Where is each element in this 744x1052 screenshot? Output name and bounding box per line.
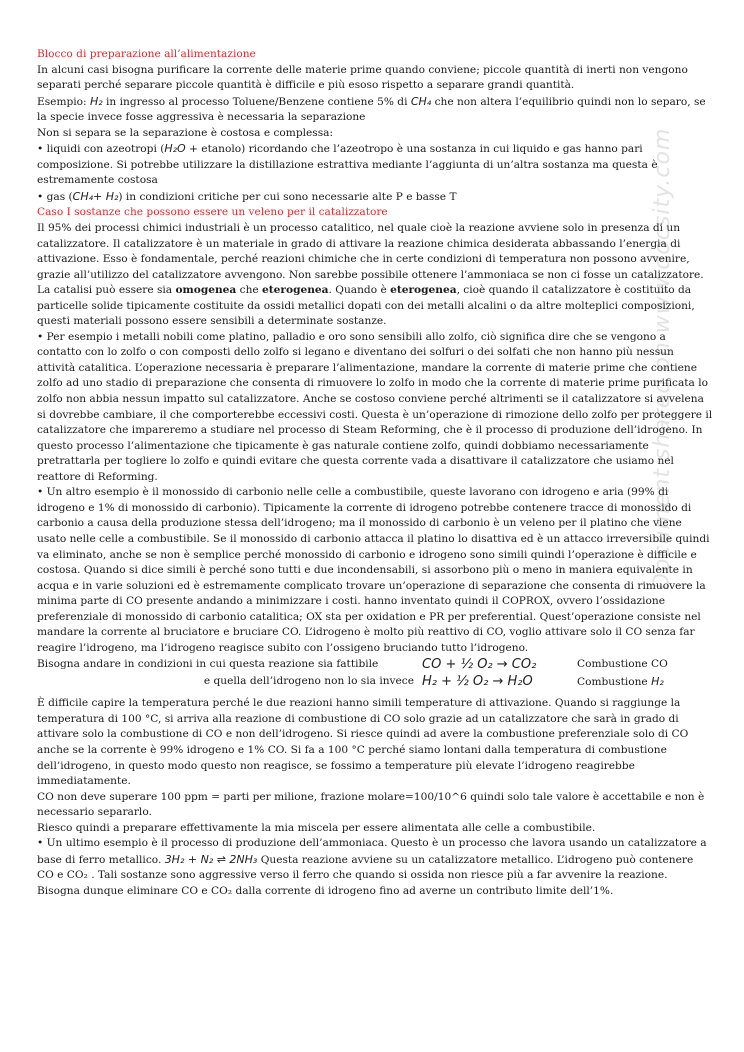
handwritten-formula: CH₄ bbox=[410, 94, 432, 108]
text: La catalisi può essere sia bbox=[37, 284, 176, 297]
equation-caption: Bisogna andare in condizioni in cui questa reazione sia fattibile bbox=[37, 658, 379, 671]
text: • Un ultimo esempio è il processo di produzione dell’ammoniaca. Questo è un processo che lavora usando un catalizzatore a base di ferro metallico. bbox=[37, 837, 707, 866]
text: che non altera l’equilibrio quindi non lo separo, se la specie invece fosse aggressiva è necessaria la separazione bbox=[37, 95, 706, 124]
handwritten-equation: H₂ + ½ O₂ → H₂O bbox=[422, 674, 533, 690]
paragraph: In alcuni casi bisogna purificare la corrente delle materie prime quando conviene; piccole quantità di inerti non vengono separati perché separare piccole quantità è difficile e più esoso rispetto a separare grandi quantità. bbox=[37, 63, 688, 92]
text: ) in condizioni critiche per cui sono necessarie alte P e basse T bbox=[118, 190, 457, 203]
text: che bbox=[236, 284, 263, 297]
bold-term: omogenea bbox=[175, 284, 237, 297]
paragraph: Non si separa se la separazione è costosa e complessa: bbox=[37, 126, 334, 139]
text: • liquidi con azeotropi ( bbox=[37, 143, 165, 156]
example-paragraph bbox=[37, 94, 713, 126]
handwritten-formula: H₂ bbox=[89, 94, 103, 108]
paragraph: CO non deve superare 100 ppm = parti per milione, frazione molare=100/10^6 quindi solo tale valore è accettabile e non è necessario separarlo. bbox=[37, 790, 705, 819]
handwritten-formula: CH₄+ H₂ bbox=[72, 189, 119, 203]
equation-row-co bbox=[37, 656, 713, 673]
bold-term: eterogenea bbox=[390, 284, 457, 297]
text: Combustione bbox=[577, 675, 652, 688]
section-title-preparazione: Blocco di preparazione all’alimentazione bbox=[37, 48, 256, 60]
equation-row-h2 bbox=[37, 673, 713, 690]
equation-label bbox=[577, 674, 664, 691]
bullet-item bbox=[37, 189, 713, 206]
paragraph: Il 95% dei processi chimici industriali è un processo catalitico, nel quale cioè la reazione avviene solo in presenza di un catalizzatore. Il catalizzatore è un materiale in grado di attivare la reazione chimica desiderata abbassando l’energia di attivazione. Esso è fondamentale, perché reazioni chimiche che in certe condizioni di temperatura non possono avvenire, grazie all’utilizzo del catalizzatore avvengono. Non sarebbe possibile ottenere l’ammoniaca se non ci fosse un catalizzatore. bbox=[37, 222, 704, 281]
document-page bbox=[37, 47, 713, 899]
bullet-item bbox=[37, 141, 713, 189]
handwritten-equation: 3H₂ + N₂ ⇌ 2NH₃ bbox=[164, 852, 258, 866]
bullet-item: • Per esempio i metalli nobili come platino, palladio e oro sono sensibili allo zolfo, ciò significa dire che se vengono a contatto con lo zolfo o con composti dello zolfo si legano e diventano dei solfuri o dei solfati che non hanno più nessun attività catalitica. L’operazione necessaria è preparare l’alimentazione, mandare la corrente di materie prime che contiene zolfo ad uno stadio di preparazione che consenta di rimuovere lo zolfo in modo che la corrente di materie prime purificata lo zolfo non abbia nessun impatto sul catalizzatore. Anche se costoso conviene perché altrimenti se il catalizzatore si avvelena si dovrebbe cambiare, il che comporterebbe eccessivi costi. Questa è un’operazione di rimozione dello zolfo per proteggere il catalizzatore che impareremo a studiare nel processo di Steam Reforming, che è il processo di produzione dell’idrogeno. In questo processo l’alimentazione che tipicamente è gas naturale contiene zolfo, quindi dobbiamo necessariamente pretrattarla per togliere lo zolfo e quindi evitare che questa corrente vada a disattivare il catalizzatore che usiamo nel reattore di Reforming. bbox=[37, 330, 713, 483]
section-title-catalizzatore: Caso I sostanze che possono essere un veleno per il catalizzatore bbox=[37, 206, 388, 219]
paragraph: È difficile capire la temperatura perché le due reazioni hanno simili temperature di attivazione. Quando si raggiunge la temperatura di 100 °C, si arriva alla reazione di combustione di CO solo grazie ad un catalizzatore che sarà in grado di attivare solo la combustione di CO e non dell’idrogeno. Si riesce quindi ad avere la combustione preferenziale solo di CO anche se la corrente è 99% idrogeno e 1% CO. Si fa a 100 °C perché siamo lontani dalla temperatura di combustione dell’idrogeno, in questo modo questo non reagisce, se fossimo a temperature più elevate l’idrogeno reagirebbe immediatamente. bbox=[37, 697, 689, 788]
paragraph bbox=[37, 283, 713, 330]
text: , cioè quando il catalizzatore è costituito da particelle solide tipicamente costituite da ossidi metallici dopati con dei metalli alcalini o da altre molteplici composizioni, questi materiali possono essere sensibili a determinate sostanze. bbox=[37, 284, 695, 328]
watermark: Document shared on www.docsity.com bbox=[650, 127, 675, 590]
handwritten-formula: H₂ bbox=[651, 674, 664, 688]
bullet-item bbox=[37, 836, 713, 899]
bold-term: eterogenea bbox=[262, 284, 329, 297]
text: • gas ( bbox=[37, 190, 73, 203]
equation-label: Combustione CO bbox=[577, 658, 668, 671]
bullet-item: • Un altro esempio è il monossido di carbonio nelle celle a combustibile, queste lavorano con idrogeno e aria (99% di idrogeno e 1% di monossido di carbonio). Tipicamente la corrente di idrogeno potrebbe contenere tracce di monossido di carbonio a causa della produzione stessa dell’idrogeno; ma il monossido di carbonio è un veleno per il platino che viene usato nelle celle a combustibile. Se il monossido di carbonio attacca il platino lo disattiva ed è un attacco irreversibile quindi va eliminato, anche se non è semplice perché monossido di carbonio e idrogeno sono simili quindi l’operazione è difficile e costosa. Quando si dice simili è perché sono tutti e due incondensabili, si assorbono più o meno in maniera equivalente in acqua e in varie soluzioni ed è estremamente complicato trovare un’operazione di separazione che consenta di rimuovere la minima parte di CO presente andando a minimizzare i costi. hanno inventato quindi il COPROX, ovvero l’ossidazione preferenziale di monossido di carbonio catalitica; OX sta per oxidation e PR per preferential. Quest’operazione consiste nel mandare la corrente al bruciatore e bruciare CO. L’idrogeno è molto più reattivo di CO, voglio attivare solo il CO senza far reagire l’idrogeno, ma l’idrogeno reagisce subito con l’ossigeno bruciando tutto l’idrogeno. bbox=[37, 486, 710, 654]
equation-caption: e quella dell’idrogeno non lo sia invece bbox=[203, 675, 414, 688]
text: . Quando è bbox=[328, 284, 391, 297]
text: Questa reazione avviene su un catalizzatore metallico. L’idrogeno può contenere CO e CO₂ . Tali sostanze sono aggressive verso il ferro che quando si ossida non riesce più a far avvenire la reazione. Bisogna dunque eliminare CO e CO₂ dalla corrente di idrogeno fino ad averne un contributo limite dell’1%. bbox=[37, 853, 694, 897]
text: in ingresso al processo Toluene/Benzene contiene 5% di bbox=[102, 95, 411, 108]
text: + etanolo) ricordando che l’azeotropo è una sostanza in cui liquido e gas hanno pari composizione. Si potrebbe utilizzare la distillazione estrattiva mediante l’aggiunta di un’altra sostanza ma questa è estremamente costosa bbox=[37, 143, 658, 187]
handwritten-formula: H₂O bbox=[164, 142, 186, 156]
handwritten-equation: CO + ½ O₂ → CO₂ bbox=[422, 657, 537, 673]
paragraph: Riesco quindi a preparare effettivamente la mia miscela per essere alimentata alle celle a combustibile. bbox=[37, 821, 596, 834]
text: Esempio: bbox=[37, 95, 90, 108]
